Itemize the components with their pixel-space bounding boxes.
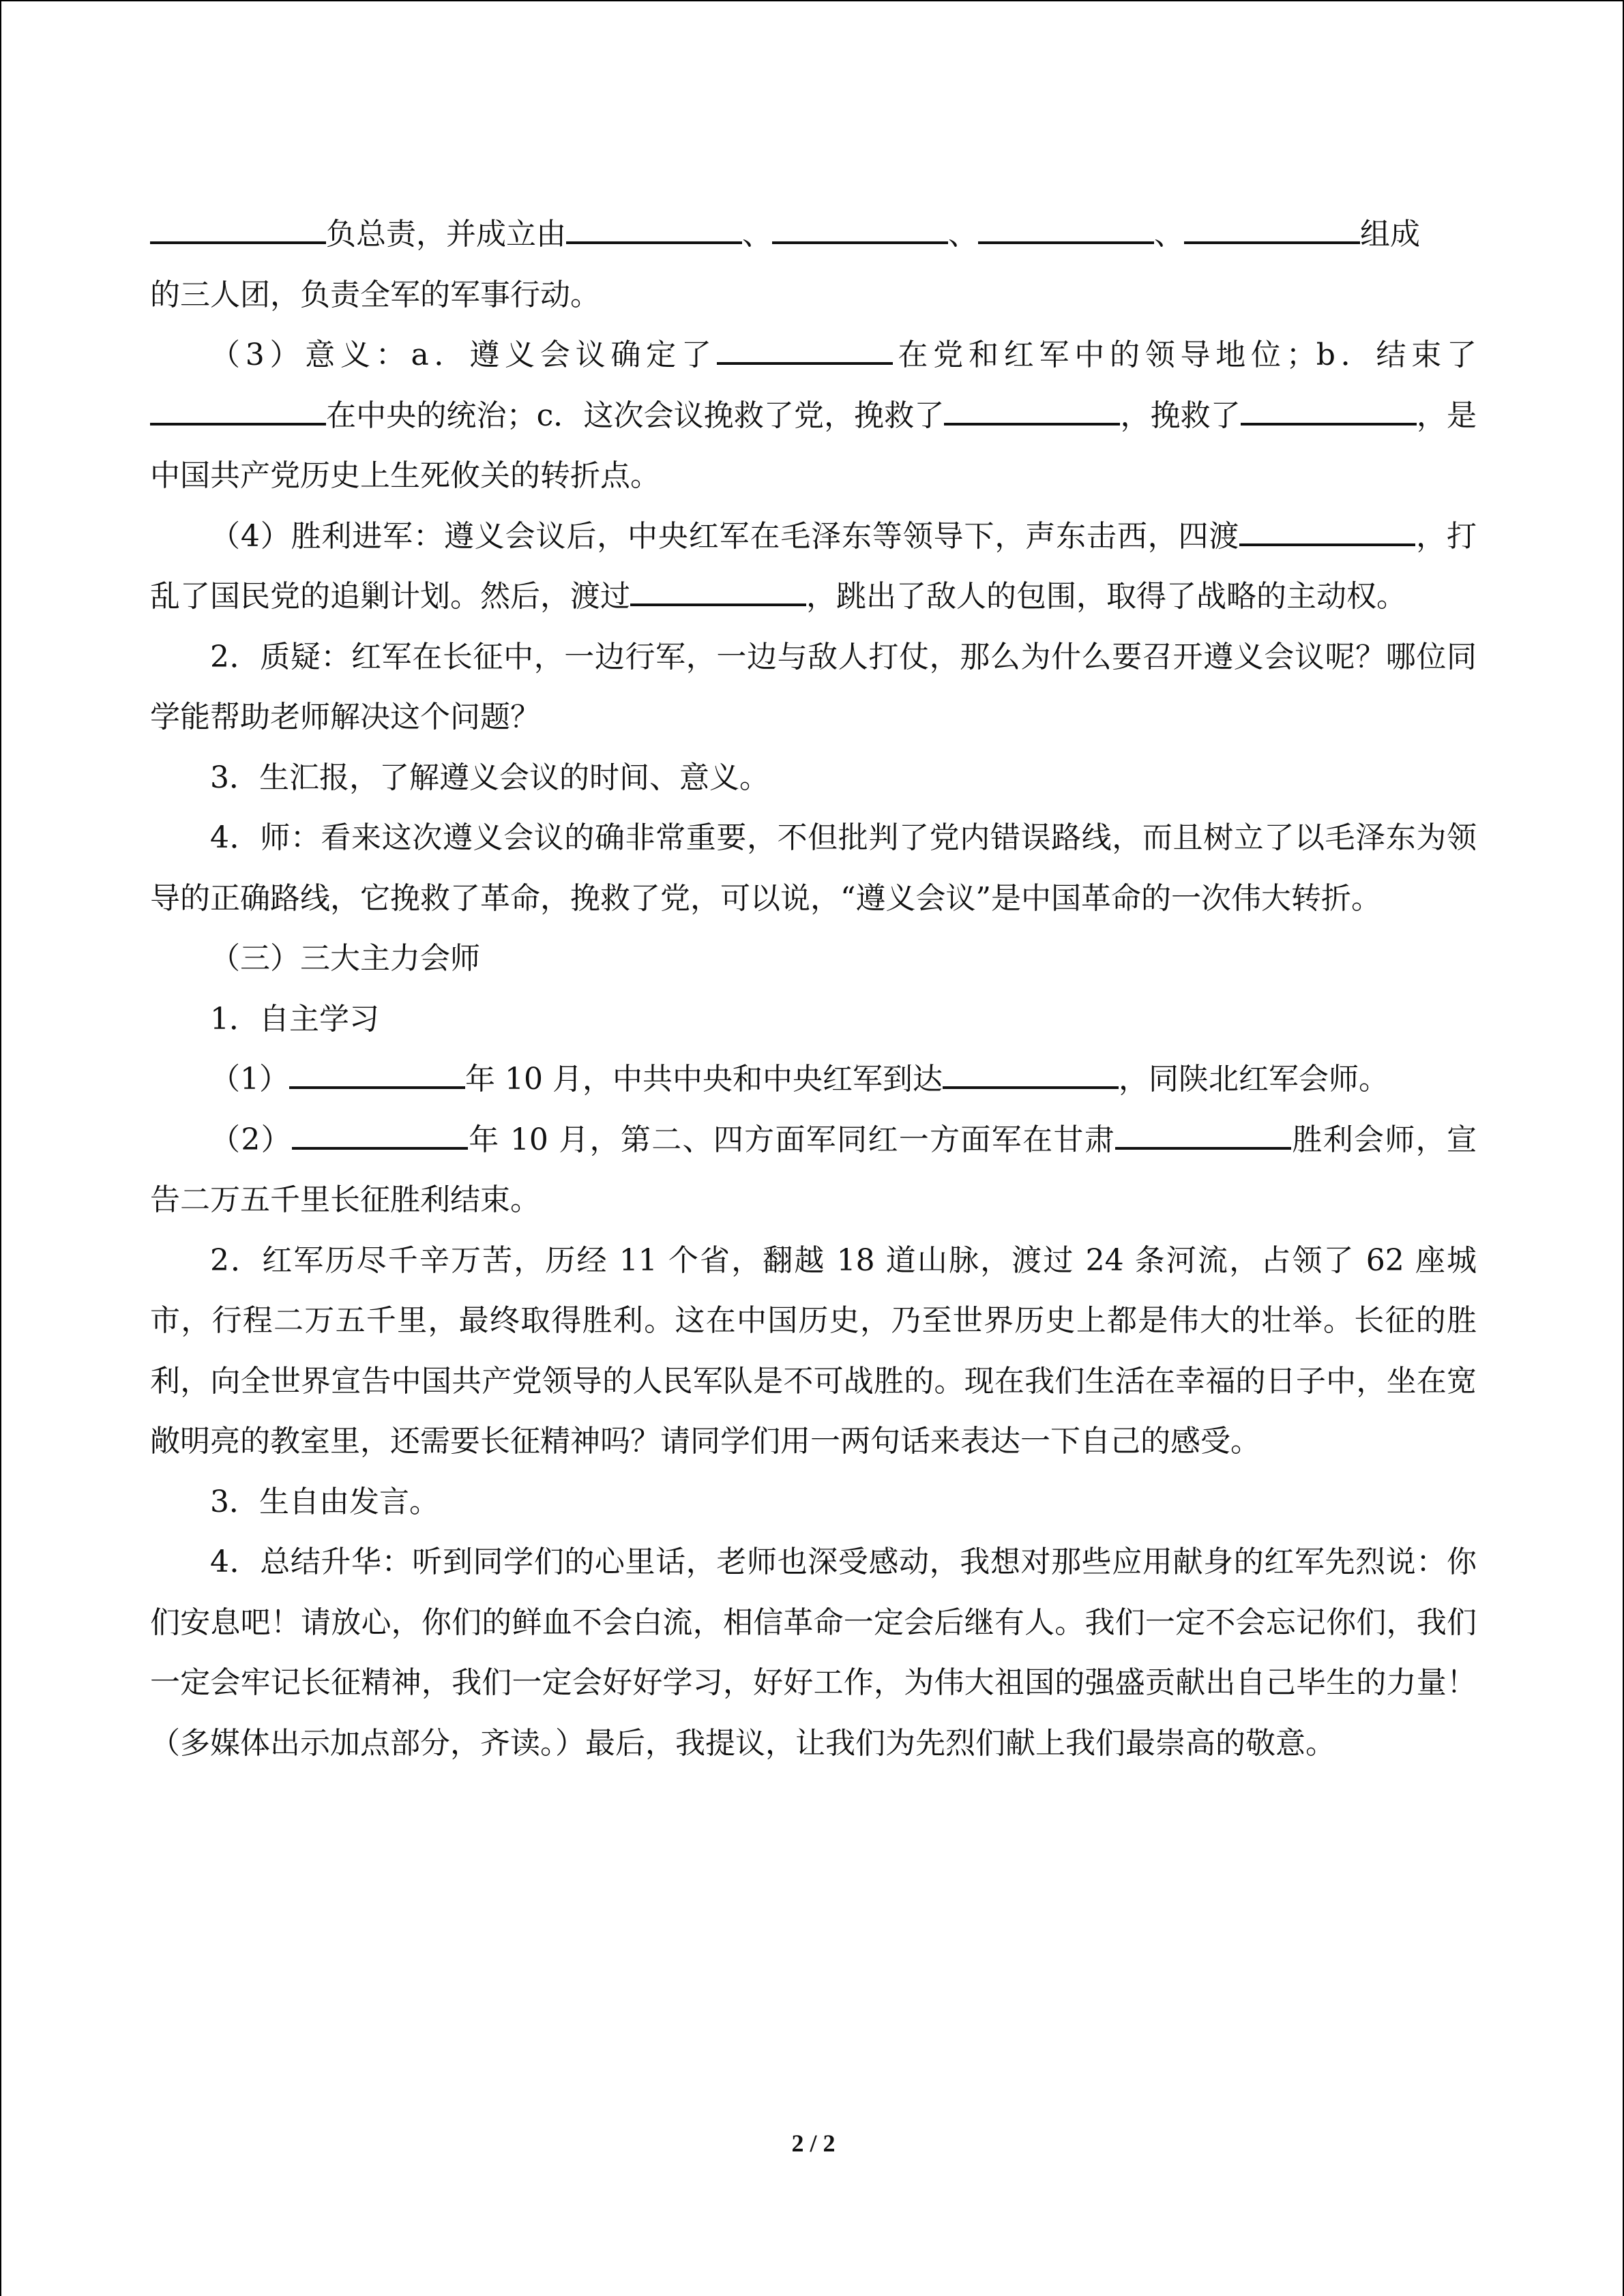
text: 负总责，并成立由 bbox=[326, 217, 566, 252]
text: 、 bbox=[742, 217, 772, 252]
paragraph-report: 3．生汇报，了解遵义会议的时间、意义。 bbox=[210, 760, 769, 795]
fill-blank bbox=[1115, 1120, 1291, 1150]
fill-blank bbox=[630, 576, 806, 606]
text: （4）胜利进军：遵义会议后，中央红军在毛泽东等领导下，声东击西，四渡 bbox=[210, 518, 1240, 554]
paragraph-item-1 bbox=[150, 1049, 1477, 1110]
text: 组成 bbox=[1360, 217, 1420, 252]
fill-blank bbox=[150, 214, 326, 244]
fill-blank bbox=[772, 214, 948, 244]
text: ，跳出了敌人的包围，取得了战略的主动权。 bbox=[806, 579, 1406, 614]
page-number: 2 / 2 bbox=[791, 2130, 836, 2157]
paragraph-teacher: 4．师：看来这次遵义会议的确非常重要，不但批判了党内错误路线，而且树立了以毛泽东为领导的正确路线，它挽救了革命，挽救了党，可以说，“遵义会议”是中国革命的一次伟大转折。 bbox=[150, 820, 1477, 916]
fill-blank bbox=[943, 1059, 1119, 1089]
text: 胜利会师，宣告二万五千里长征胜利结束。 bbox=[150, 1122, 1477, 1217]
fill-blank bbox=[289, 1059, 465, 1089]
text: ，同陕北红军会师。 bbox=[1118, 1062, 1389, 1097]
text: （1） bbox=[210, 1062, 289, 1097]
fill-blank bbox=[566, 214, 742, 244]
text: ，挽救了 bbox=[1120, 398, 1241, 433]
paragraph-significance bbox=[150, 325, 1477, 507]
text: （3）意义：a．遵义会议确定了 bbox=[210, 338, 717, 372]
fill-blank bbox=[944, 396, 1120, 426]
paragraph-item-2 bbox=[150, 1110, 1477, 1231]
fill-blank bbox=[1184, 214, 1360, 244]
text: 在中央的统治；c．这次会议挽救了党，挽救了 bbox=[326, 398, 945, 433]
fill-blank bbox=[150, 396, 326, 426]
fill-blank bbox=[1241, 396, 1417, 426]
text: 、 bbox=[948, 217, 978, 252]
text: （2） bbox=[210, 1122, 292, 1157]
fill-blank bbox=[292, 1120, 468, 1150]
paragraph-speak: 3．生自由发言。 bbox=[210, 1484, 439, 1519]
paragraph-long-march: 2．红军历尽千辛万苦，历经 11 个省，翻越 18 道山脉，渡过 24 条河流，占领了 62 座城市，行程二万五千里，最终取得胜利。这在中国历史，乃至世界历史上都是伟大的壮举。长征的胜利，向全世界宣告中国共产党领导的人民军队是不可战胜的。现在我们生活在幸福的日子中，坐在宽敞明亮的教室里，还需要长征精神吗？请同学们用一两句话来表达一下自己的感受。 bbox=[150, 1242, 1477, 1459]
paragraph-summary: 4．总结升华：听到同学们的心里话，老师也深受感动，我想对那些应用献身的红军先烈说：你们安息吧！请放心，你们的鲜血不会白流，相信革命一定会后继有人。我们一定不会忘记你们，我们一定会牢记长征精神，我们一定会好好学习，好好工作，为伟大祖国的强盛贡献出自己毕生的力量！（多媒体出示加点部分，齐读。）最后，我提议，让我们为先烈们献上我们最崇高的敬意。 bbox=[150, 1545, 1477, 1761]
text: 在党和红军中的领导地位；b．结束了 bbox=[892, 338, 1477, 372]
paragraph-question: 2．质疑：红军在长征中，一边行军，一边与敌人打仗，那么为什么要召开遵义会议呢？哪位同学能帮助老师解决这个问题？ bbox=[150, 639, 1477, 734]
subsection-heading: 1．自主学习 bbox=[210, 1001, 379, 1037]
text: ，打乱了国民党的追剿计划。然后，渡过 bbox=[150, 518, 1477, 614]
fill-blank bbox=[717, 335, 893, 365]
text: ，是中国共产党历史上生死攸关的转折点。 bbox=[150, 398, 1477, 493]
text: 的三人团，负责全军的军事行动。 bbox=[150, 277, 600, 312]
document-body bbox=[150, 205, 1477, 1774]
text: 年 10 月，中共中央和中央红军到达 bbox=[465, 1062, 943, 1097]
paragraph-advance bbox=[150, 507, 1477, 627]
fill-blank bbox=[1239, 516, 1415, 546]
text: 、 bbox=[1154, 217, 1184, 252]
section-heading: （三）三大主力会师 bbox=[210, 941, 480, 976]
paragraph bbox=[150, 205, 1477, 325]
fill-blank bbox=[978, 214, 1154, 244]
text: 年 10 月，第二、四方面军同红一方面军在甘肃 bbox=[467, 1122, 1116, 1157]
